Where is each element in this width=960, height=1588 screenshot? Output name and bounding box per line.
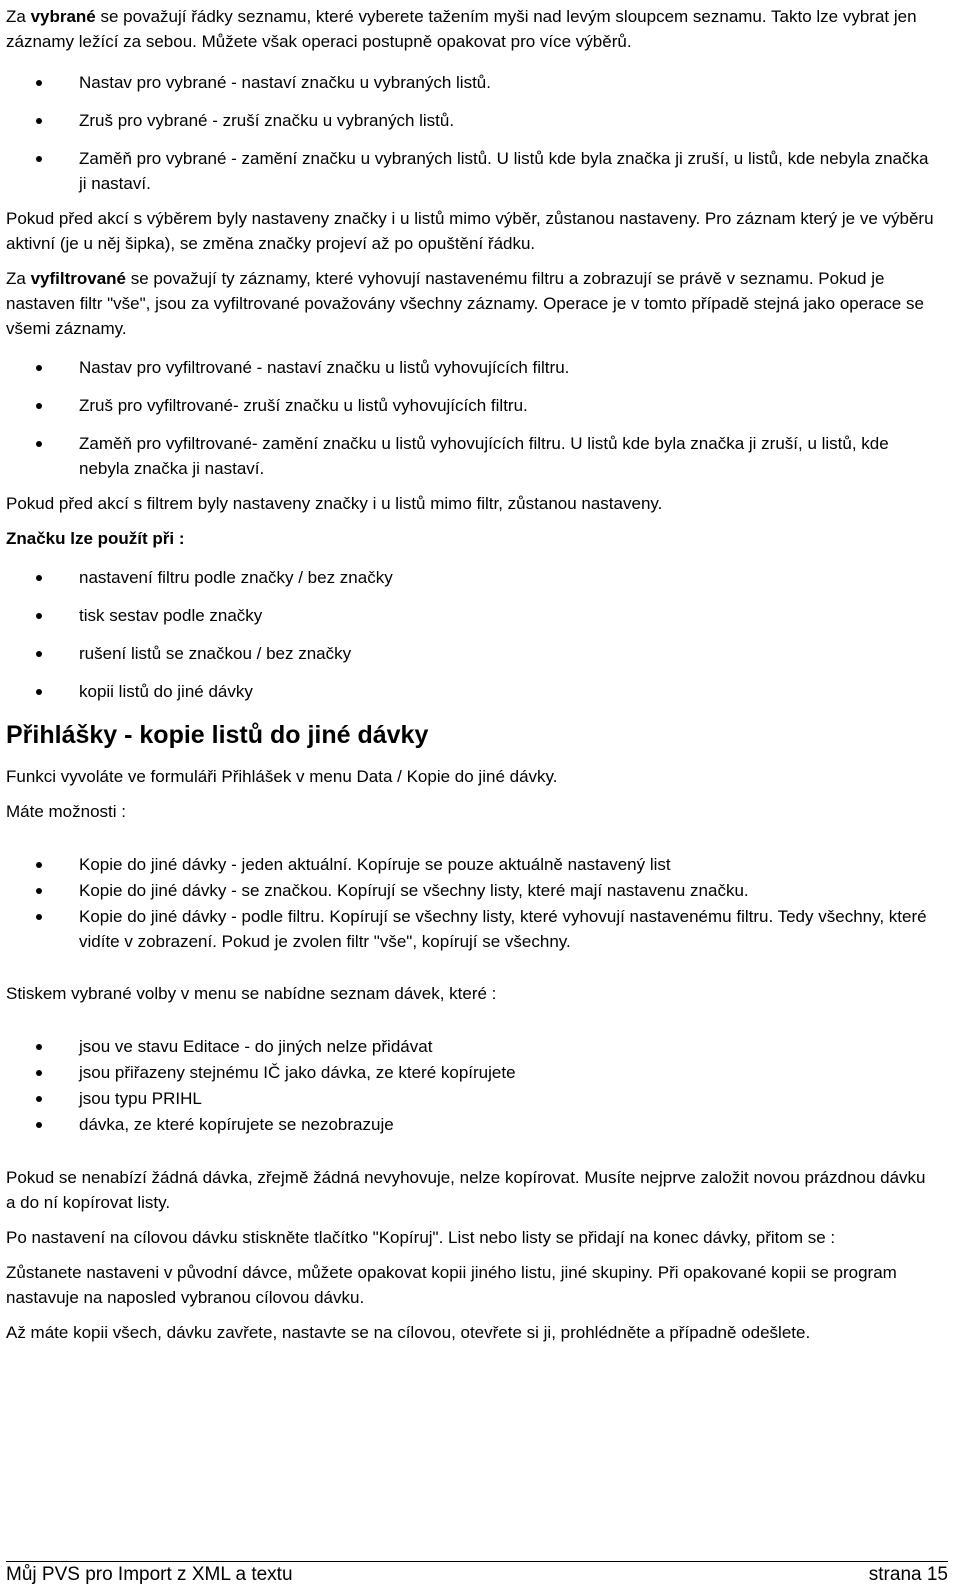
filtered-actions-list (6, 355, 936, 481)
list-item: Nastav pro vybrané - nastaví značku u vybraných listů. (6, 70, 936, 95)
stay-paragraph: Zůstanete nastaveni v původní dávce, můžete opakovat kopii jiného listu, jiné skupiny. Při opakované kopii se program nastavuje na naposled vybranou cílovou dávku. (6, 1263, 897, 1307)
list-item: jsou ve stavu Editace - do jiných nelze přidávat (6, 1034, 936, 1059)
selected-note: Pokud před akcí s výběrem byly nastaveny značky i u listů mimo výběr, zůstanou nastaveny. Pro záznam který je ve výběru aktivní (je u něj šipka), se změna značky projeví až po opuštění řádku. (6, 209, 934, 253)
copy-intro: Funkci vyvoláte ve formuláři Přihlášek v menu Data / Kopie do jiné dávky. (6, 767, 558, 786)
list-item: kopii listů do jiné dávky (6, 679, 936, 704)
bullet-icon (36, 888, 42, 894)
bullet-icon (36, 1122, 42, 1128)
list-item: Zruš pro vybrané - zruší značku u vybraných listů. (6, 108, 936, 133)
selected-term: vybrané (30, 7, 96, 26)
bullet-icon (36, 118, 42, 124)
batch-conditions-list (6, 1034, 936, 1137)
bullet-icon (36, 80, 42, 86)
list-item: Nastav pro vyfiltrované - nastaví značku u listů vyhovujících filtru. (6, 355, 936, 380)
list-item: jsou přiřazeny stejnému IČ jako dávka, ze které kopírujete (6, 1060, 936, 1085)
list-item: Kopie do jiné dávky - jeden aktuální. Kopíruje se pouze aktuálně nastavený list (6, 852, 936, 877)
bullet-icon (36, 1044, 42, 1050)
no-batch-paragraph: Pokud se nenabízí žádná dávka, zřejmě žádná nevyhovuje, nelze kopírovat. Musíte nejprve založit novou prázdnou dávku a do ní kopírovat listy. (6, 1168, 926, 1212)
document-page (6, 4, 936, 1355)
list-item: Zaměň pro vybrané - zamění značku u vybraných listů. U listů kde byla značka ji zruší, u listů, kde nebyla značka ji nastaví. (6, 146, 936, 196)
list-item: Zaměň pro vyfiltrované- zamění značku u listů vyhovujících filtru. U listů kde byla značka ji zruší, u listů, kde nebyla značka ji nastaví. (6, 431, 936, 481)
bullet-icon (36, 575, 42, 581)
filtered-term: vyfiltrované (30, 269, 126, 288)
list-item: Zruš pro vyfiltrované- zruší značku u listů vyhovujících filtru. (6, 393, 936, 418)
list-item: nastavení filtru podle značky / bez značky (6, 565, 936, 590)
bullet-icon (36, 1070, 42, 1076)
list-item: Kopie do jiné dávky - se značkou. Kopírují se všechny listy, které mají nastavenu značku. (6, 878, 936, 903)
bullet-icon (36, 441, 42, 447)
list-item: dávka, ze které kopírujete se nezobrazuje (6, 1112, 936, 1137)
filtered-intro: Za vyfiltrované se považují ty záznamy, které vyhovují nastavenému filtru a zobrazují se právě v seznamu. Pokud je nastaven filtr "vše", jsou za vyfiltrované považovány všechny záznamy. Operace je v tomto případě stejná jako operace se všemi záznamy. (6, 269, 924, 338)
bullet-icon (36, 689, 42, 695)
selected-actions-list (6, 70, 936, 196)
footer-title: Můj PVS pro Import z XML a textu (6, 1564, 293, 1585)
list-item: jsou typu PRIHL (6, 1086, 936, 1111)
bullet-icon (36, 651, 42, 657)
bullet-icon (36, 1096, 42, 1102)
usage-heading: Značku lze použít při : (6, 529, 185, 548)
offer-label: Stiskem vybrané volby v menu se nabídne seznam dávek, které : (6, 984, 497, 1003)
page-footer (6, 1561, 948, 1587)
filtered-note: Pokud před akcí s filtrem byly nastaveny značky i u listů mimo filtr, zůstanou nastaveny. (6, 494, 663, 513)
section-title: Přihlášky - kopie listů do jiné dávky (6, 721, 429, 749)
copy-button-paragraph: Po nastavení na cílovou dávku stiskněte tlačítko "Kopíruj". List nebo listy se přidají na konec dávky, přitom se : (6, 1228, 836, 1247)
bullet-icon (36, 914, 42, 920)
bullet-icon (36, 862, 42, 868)
page-number: strana 15 (868, 1564, 948, 1585)
selected-intro: Za vybrané se považují řádky seznamu, které vyberete tažením myši nad levým sloupcem seznamu. Takto lze vybrat jen záznamy ležící za sebou. Můžete však operaci postupně opakovat pro více výběrů. (6, 7, 917, 51)
list-item: Kopie do jiné dávky - podle filtru. Kopírují se všechny listy, které vyhovují nastavenému filtru. Tedy všechny, které vidíte v zobrazení. Pokud je zvolen filtr "vše", kopírují se všechny. (6, 904, 936, 954)
list-item: tisk sestav podle značky (6, 603, 936, 628)
bullet-icon (36, 365, 42, 371)
finish-paragraph: Až máte kopii všech, dávku zavřete, nastavte se na cílovou, otevřete si ji, prohlédněte a případně odešlete. (6, 1323, 811, 1342)
bullet-icon (36, 613, 42, 619)
usage-list (6, 565, 936, 704)
bullet-icon (36, 403, 42, 409)
copy-options-list (6, 852, 936, 954)
list-item: rušení listů se značkou / bez značky (6, 641, 936, 666)
bullet-icon (36, 156, 42, 162)
options-label: Máte možnosti : (6, 802, 126, 821)
